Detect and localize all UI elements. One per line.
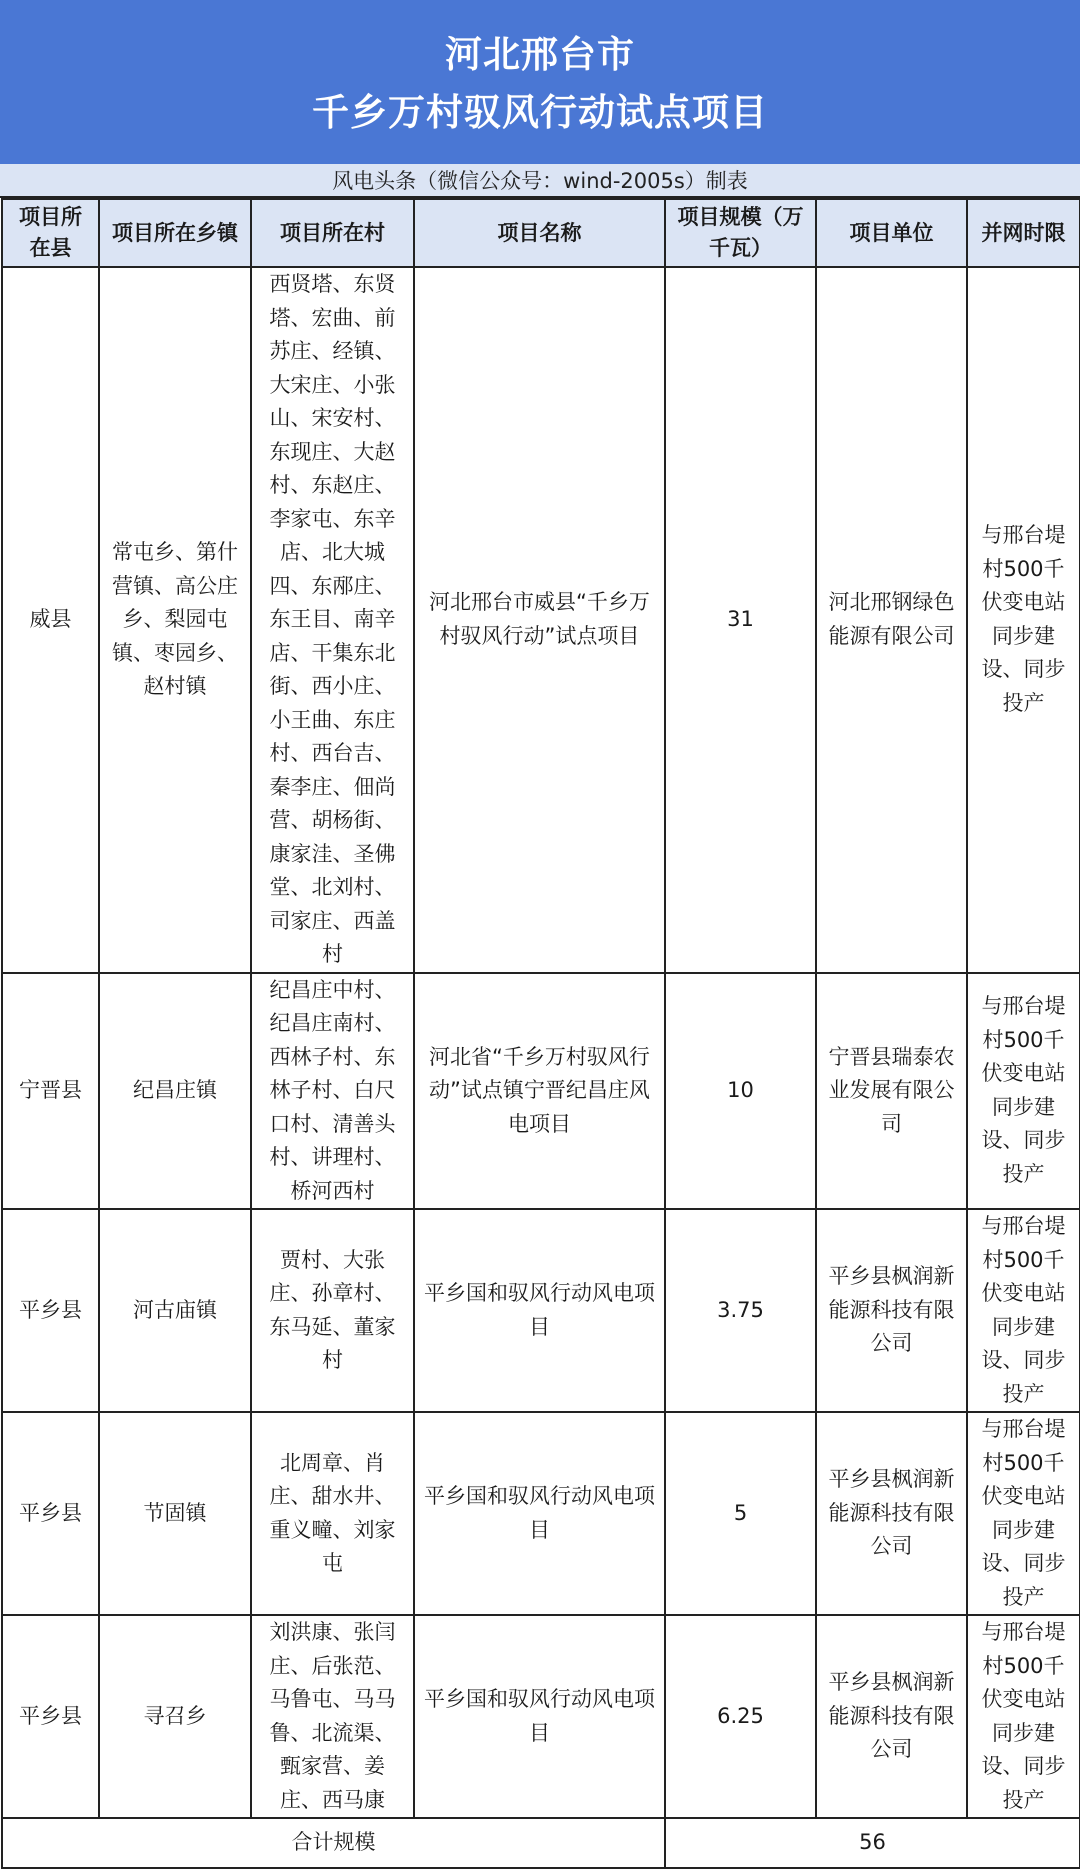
- cell-project-name: 河北省“千乡万村驭风行动”试点镇宁晋纪昌庄风电项目: [414, 973, 665, 1210]
- total-value: 56: [665, 1818, 1080, 1868]
- cell-villages: 西贤塔、东贤塔、宏曲、前苏庄、经镇、大宋庄、小张山、宋安村、东现庄、大赵村、东赵庄、李家屯、东辛店、北大城四、东邴庄、东王目、南辛店、干集东北街、西小庄、小王曲、东庄村、西台吉、秦李庄、佃尚营、胡杨街、康家洼、圣佛堂、北刘村、司家庄、西盖村: [251, 267, 414, 973]
- header-scale: 项目规模（万千瓦）: [665, 199, 816, 267]
- table-row: [2, 267, 1080, 973]
- cell-company: 平乡县枫润新能源科技有限公司: [816, 1412, 967, 1615]
- cell-scale: 10: [665, 973, 816, 1210]
- cell-villages: 纪昌庄中村、纪昌庄南村、西林子村、东林子村、白尺口村、清善头村、讲理村、桥河西村: [251, 973, 414, 1210]
- cell-deadline: 与邢台堤村500千伏变电站同步建设、同步投产: [967, 1412, 1080, 1615]
- cell-villages: 刘洪康、张闫庄、后张范、马鲁屯、马马鲁、北流渠、甄家营、姜庄、西马康: [251, 1615, 414, 1818]
- cell-township: 常屯乡、第什营镇、高公庄乡、梨园屯镇、枣园乡、赵村镇: [99, 267, 251, 973]
- cell-villages: 北周章、肖庄、甜水井、重义疃、刘家屯: [251, 1412, 414, 1615]
- cell-company: 平乡县枫润新能源科技有限公司: [816, 1615, 967, 1818]
- page-title-line1: 河北邢台市: [445, 33, 635, 76]
- cell-county: 宁晋县: [2, 973, 99, 1210]
- cell-deadline: 与邢台堤村500千伏变电站同步建设、同步投产: [967, 973, 1080, 1210]
- cell-scale: 3.75: [665, 1209, 816, 1412]
- cell-project-name: 平乡国和驭风行动风电项目: [414, 1209, 665, 1412]
- header-township: 项目所在乡镇: [99, 199, 251, 267]
- cell-project-name: 河北邢台市威县“千乡万村驭风行动”试点项目: [414, 267, 665, 973]
- cell-county: 平乡县: [2, 1615, 99, 1818]
- cell-scale: 5: [665, 1412, 816, 1615]
- cell-deadline: 与邢台堤村500千伏变电站同步建设、同步投产: [967, 267, 1080, 973]
- projects-table: [1, 198, 1080, 1869]
- cell-company: 河北邢钢绿色能源有限公司: [816, 267, 967, 973]
- page-title-line2: 千乡万村驭风行动试点项目: [312, 91, 768, 134]
- cell-deadline: 与邢台堤村500千伏变电站同步建设、同步投产: [967, 1615, 1080, 1818]
- header-company: 项目单位: [816, 199, 967, 267]
- total-row: [2, 1818, 1080, 1868]
- header-deadline: 并网时限: [967, 199, 1080, 267]
- cell-county: 平乡县: [2, 1209, 99, 1412]
- cell-project-name: 平乡国和驭风行动风电项目: [414, 1412, 665, 1615]
- cell-villages: 贾村、大张庄、孙章村、东马延、董家村: [251, 1209, 414, 1412]
- cell-county: 威县: [2, 267, 99, 973]
- cell-township: 纪昌庄镇: [99, 973, 251, 1210]
- source-credit: 风电头条（微信公众号：wind-2005s）制表: [0, 164, 1080, 198]
- cell-company: 宁晋县瑞泰农业发展有限公司: [816, 973, 967, 1210]
- cell-township: 节固镇: [99, 1412, 251, 1615]
- table-row: [2, 973, 1080, 1210]
- cell-county: 平乡县: [2, 1412, 99, 1615]
- header-villages: 项目所在村: [251, 199, 414, 267]
- cell-project-name: 平乡国和驭风行动风电项目: [414, 1615, 665, 1818]
- title-banner: [0, 0, 1080, 164]
- cell-deadline: 与邢台堤村500千伏变电站同步建设、同步投产: [967, 1209, 1080, 1412]
- cell-company: 平乡县枫润新能源科技有限公司: [816, 1209, 967, 1412]
- cell-township: 寻召乡: [99, 1615, 251, 1818]
- total-label: 合计规模: [2, 1818, 665, 1868]
- header-project-name: 项目名称: [414, 199, 665, 267]
- cell-scale: 6.25: [665, 1615, 816, 1818]
- table-row: [2, 1412, 1080, 1615]
- cell-scale: 31: [665, 267, 816, 973]
- table-header-row: [2, 199, 1080, 267]
- table-row: [2, 1209, 1080, 1412]
- cell-township: 河古庙镇: [99, 1209, 251, 1412]
- header-county: 项目所在县: [2, 199, 99, 267]
- table-row: [2, 1615, 1080, 1818]
